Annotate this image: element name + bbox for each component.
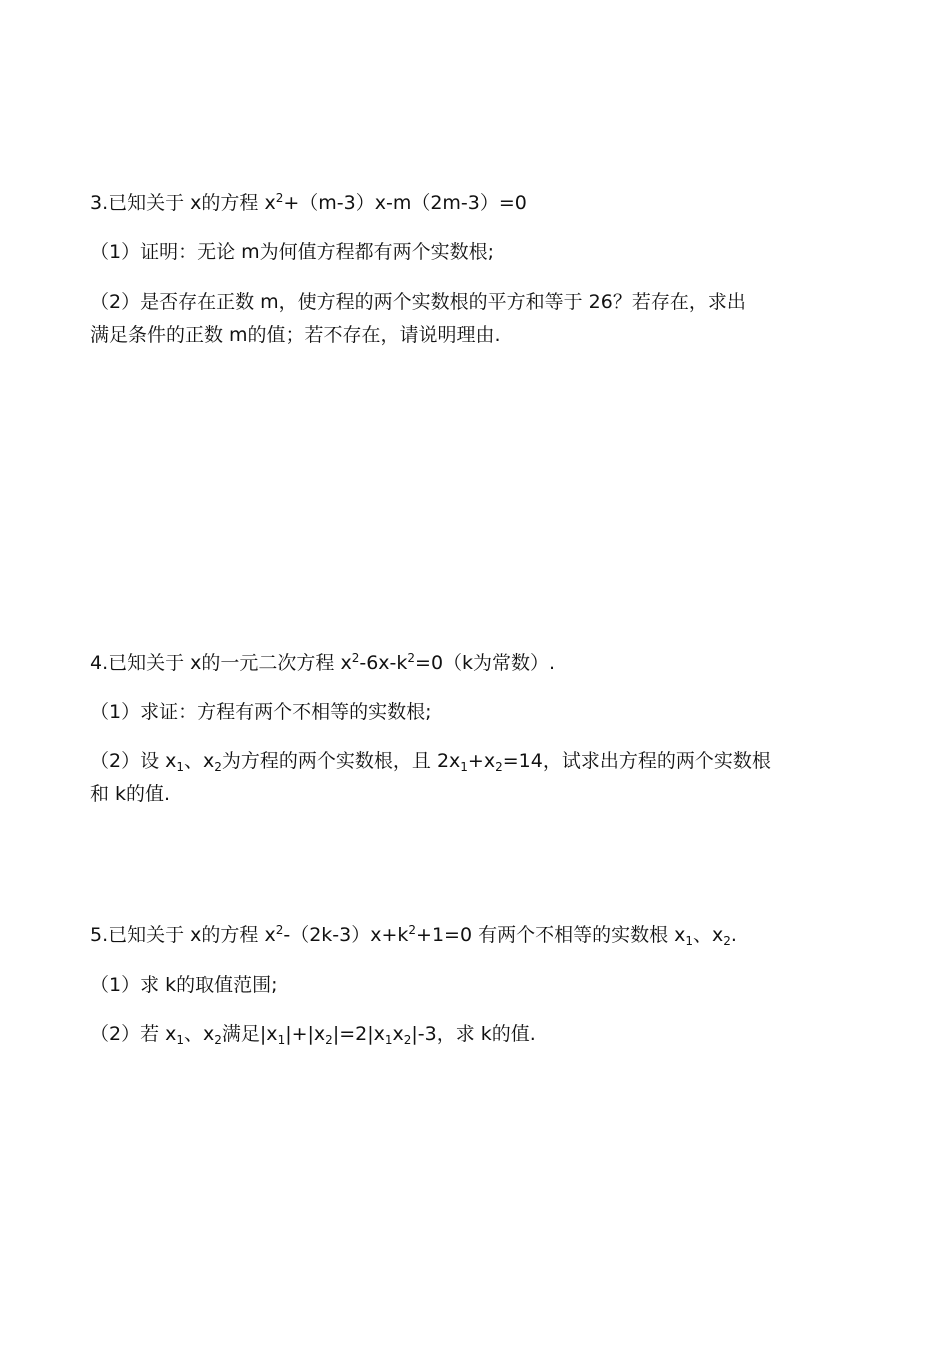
text: 4.已知关于 x的一元二次方程 x <box>90 652 352 674</box>
superscript: 2 <box>408 923 417 937</box>
problem-5-part-1: （1）求 k的取值范围; <box>90 974 278 996</box>
problem-4-part-1: （1）求证：方程有两个不相等的实数根; <box>90 701 432 723</box>
superscript: 2 <box>275 923 284 937</box>
superscript: 2 <box>407 651 416 665</box>
problem-5-part-2 <box>90 1021 850 1047</box>
subscript: 1 <box>277 1033 286 1047</box>
subscript: 1 <box>176 760 185 774</box>
text: 、x <box>184 750 215 772</box>
text: -6x-k <box>359 652 408 674</box>
problem-4-part-2-line-1 <box>90 748 850 774</box>
superscript: 2 <box>275 191 284 205</box>
problem-3-part-2-line-1: （2）是否存在正数 m，使方程的两个实数根的平方和等于 26？若存在，求出 <box>90 291 746 313</box>
text: 5.已知关于 x的方程 x <box>90 924 276 946</box>
text: 为方程的两个实数根，且 2x <box>221 750 461 772</box>
text: =14，试求出方程的两个实数根 <box>502 750 771 772</box>
problem-4-part-2-line-2: 和 k的值. <box>90 783 171 805</box>
text: 、x <box>184 1023 215 1045</box>
text: （2）若 x <box>90 1023 177 1045</box>
text: +x <box>467 750 496 772</box>
text: 满足|x <box>221 1023 278 1045</box>
subscript: 2 <box>214 760 222 774</box>
text: 、x <box>693 924 724 946</box>
text: -（2k-3）x+k <box>283 924 409 946</box>
text: |=2|x <box>332 1023 385 1045</box>
problem-3-stem <box>90 190 850 216</box>
text: |-3，求 k的值. <box>411 1023 536 1045</box>
subscript: 1 <box>460 760 468 774</box>
problem-3-part-1: （1）证明：无论 m为何值方程都有两个实数根; <box>90 241 495 263</box>
text: |+|x <box>285 1023 326 1045</box>
text: 3.已知关于 x的方程 x <box>90 192 276 214</box>
text: （2）设 x <box>90 750 177 772</box>
subscript: 2 <box>403 1033 412 1047</box>
problem-3-part-2-line-2: 满足条件的正数 m的值；若不存在，请说明理由. <box>90 324 501 346</box>
text: =0（k为常数）. <box>415 652 556 674</box>
subscript: 1 <box>176 1033 185 1047</box>
problem-4-stem <box>90 650 850 676</box>
subscript: 2 <box>495 760 503 774</box>
superscript: 2 <box>351 651 360 665</box>
problem-5-stem <box>90 922 850 948</box>
subscript: 2 <box>325 1033 333 1047</box>
text: +（m-3）x-m（2m-3）=0 <box>283 192 527 214</box>
subscript: 2 <box>723 934 731 948</box>
text: x <box>392 1023 404 1045</box>
subscript: 2 <box>214 1033 222 1047</box>
subscript: 1 <box>685 934 694 948</box>
subscript: 1 <box>384 1033 393 1047</box>
text: +1=0 有两个不相等的实数根 x <box>416 924 686 946</box>
text: . <box>730 924 737 946</box>
